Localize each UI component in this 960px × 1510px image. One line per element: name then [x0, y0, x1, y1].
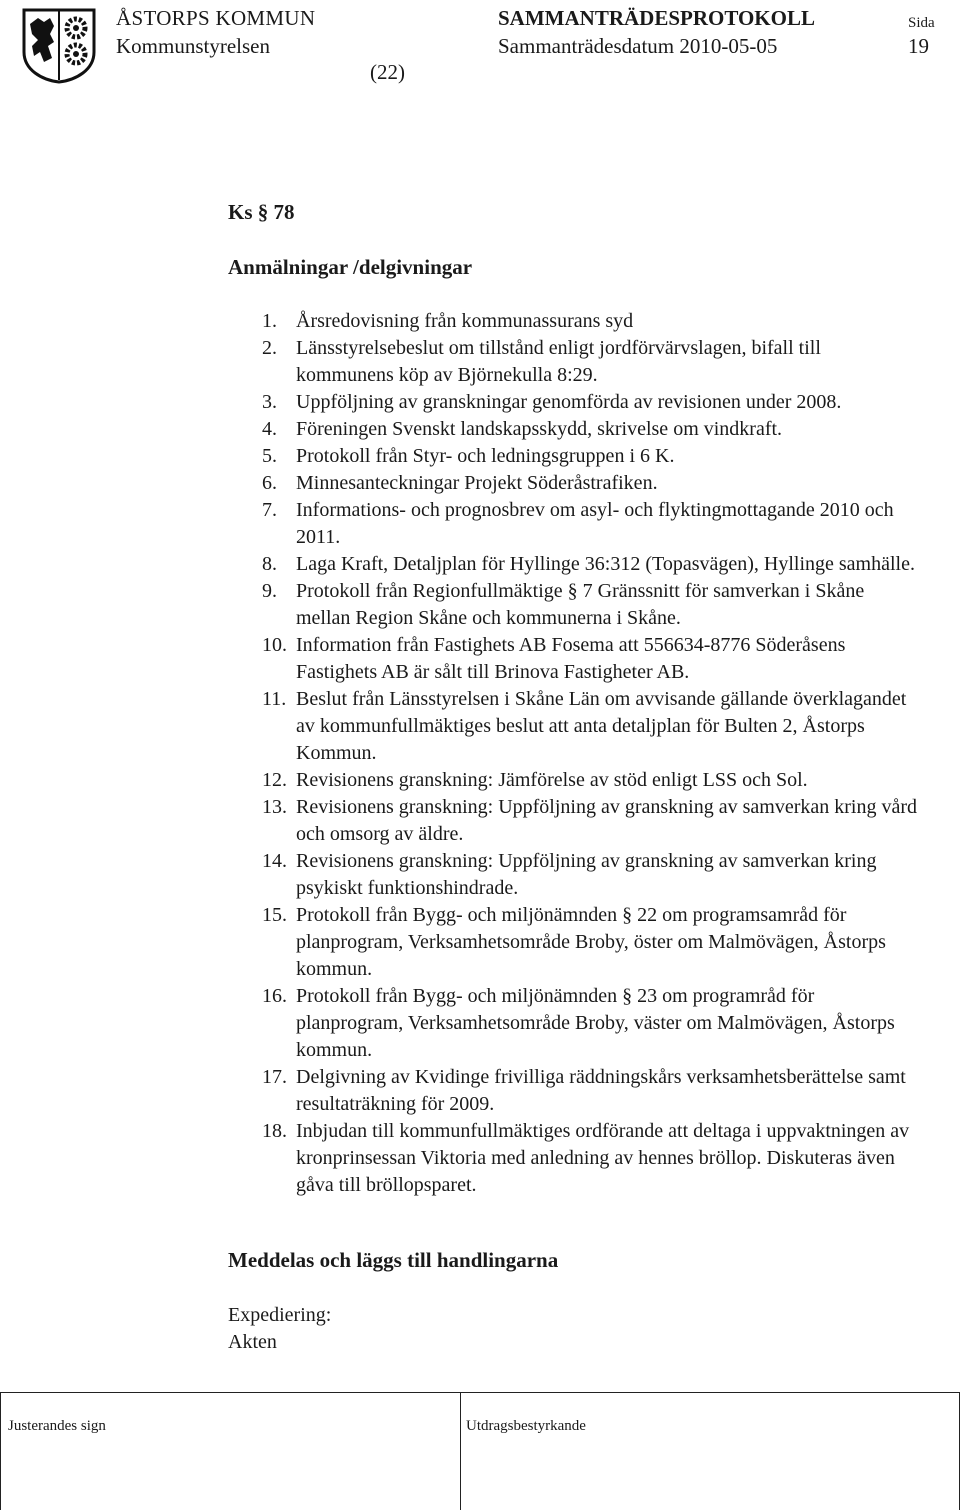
list-item-number: 1.	[262, 310, 277, 332]
list-item-number: 8.	[262, 553, 277, 575]
list-item-text: Protokoll från Styr- och ledningsgruppen i 6 K.	[296, 445, 675, 467]
list-item-number: 10.	[262, 634, 287, 656]
list-item-number: 5.	[262, 445, 277, 467]
list-item-text: Information från Fastighets AB Fosema att 556634-8776 Söderåsens Fastighets AB är sålt till Brinova Fastigheter AB.	[296, 634, 846, 683]
footer-divider	[0, 1392, 960, 1393]
list-item	[0, 1064, 940, 1118]
footer-border-middle	[460, 1392, 461, 1510]
page-number: 19	[908, 34, 929, 58]
list-item-number: 6.	[262, 472, 277, 494]
list-item	[0, 767, 940, 794]
list-item	[0, 497, 940, 551]
section-heading: Anmälningar /delgivningar	[228, 255, 473, 279]
list-item	[0, 308, 940, 335]
list-item-number: 4.	[262, 418, 277, 440]
list-item-text: Beslut från Länsstyrelsen i Skåne Län om avvisande gällande överklagandet av kommunfullmäktiges beslut att anta detaljplan för Bulten 2, Åstorps Kommun.	[296, 688, 907, 764]
list-item	[0, 335, 940, 389]
list-item	[0, 848, 940, 902]
list-item-number: 15.	[262, 904, 287, 926]
list-item-text: Revisionens granskning: Jämförelse av stöd enligt LSS och Sol.	[296, 769, 808, 791]
list-item-text: Minnesanteckningar Projekt Söderåstrafiken.	[296, 472, 658, 494]
justerandes-sign-label: Justerandes sign	[8, 1418, 106, 1434]
list-item-text: Länsstyrelsebeslut om tillstånd enligt jordförvärvslagen, bifall till kommunens köp av Björnekulla 8:29.	[296, 337, 821, 386]
expediering-value: Akten	[228, 1331, 277, 1353]
notification-list	[0, 308, 940, 1199]
list-item-text: Delgivning av Kvidinge frivilliga räddningskårs verksamhetsberättelse samt resultaträkning för 2009.	[296, 1066, 906, 1115]
list-item	[0, 794, 940, 848]
municipal-coat-of-arms-logo	[20, 6, 98, 84]
document-title: SAMMANTRÄDESPROTOKOLL	[498, 6, 815, 30]
list-item-number: 3.	[262, 391, 277, 413]
list-item-text: Informations- och prognosbrev om asyl- och flyktingmottagande 2010 och 2011.	[296, 499, 894, 548]
list-item-number: 13.	[262, 796, 287, 818]
list-item	[0, 1118, 940, 1199]
paragraph-number: (22)	[370, 60, 405, 84]
list-item	[0, 416, 940, 443]
list-item	[0, 902, 940, 983]
list-item	[0, 470, 940, 497]
list-item	[0, 632, 940, 686]
list-item-number: 17.	[262, 1066, 287, 1088]
list-item-text: Revisionens granskning: Uppföljning av granskning av samverkan kring psykiskt funktionshindrade.	[296, 850, 877, 899]
list-item-number: 11.	[262, 688, 287, 710]
list-item-text: Uppföljning av granskningar genomförda av revisionen under 2008.	[296, 391, 842, 413]
expediering-label: Expediering:	[228, 1304, 332, 1326]
list-item-number: 18.	[262, 1120, 287, 1142]
list-item	[0, 389, 940, 416]
list-item	[0, 686, 940, 767]
utdragsbestyrkande-label: Utdragsbestyrkande	[466, 1418, 586, 1434]
list-item-number: 14.	[262, 850, 287, 872]
board-name: Kommunstyrelsen	[116, 34, 270, 58]
footer-border-left	[0, 1392, 1, 1510]
list-item-text: Protokoll från Bygg- och miljönämnden § 22 om programsamråd för planprogram, Verksamhetsområde Broby, öster om Malmövägen, Åstorps kommun.	[296, 904, 886, 980]
list-item-text: Protokoll från Regionfullmäktige § 7 Gränssnitt för samverkan i Skåne mellan Region Skåne och kommunerna i Skåne.	[296, 580, 865, 629]
municipality-name: ÅSTORPS KOMMUN	[116, 6, 316, 30]
list-item-number: 9.	[262, 580, 277, 602]
list-item	[0, 551, 940, 578]
meeting-date: Sammanträdesdatum 2010-05-05	[498, 34, 778, 58]
list-item	[0, 443, 940, 470]
list-item-number: 7.	[262, 499, 277, 521]
list-item-text: Laga Kraft, Detaljplan för Hyllinge 36:312 (Topasvägen), Hyllinge samhälle.	[296, 553, 915, 575]
list-item-text: Föreningen Svenskt landskapsskydd, skrivelse om vindkraft.	[296, 418, 783, 440]
list-item	[0, 578, 940, 632]
case-reference: Ks § 78	[228, 200, 295, 224]
decision-text: Meddelas och läggs till handlingarna	[228, 1248, 559, 1272]
page-label: Sida	[908, 15, 935, 31]
list-item-text: Årsredovisning från kommunassurans syd	[296, 310, 634, 332]
signature-footer	[0, 1392, 960, 1510]
list-item-text: Inbjudan till kommunfullmäktiges ordförande att deltaga i uppvaktningen av kronprinsessan Viktoria med anledning av hennes bröllop. Diskuteras även gåva till bröllopsparet.	[296, 1120, 910, 1196]
list-item-number: 12.	[262, 769, 287, 791]
list-item-number: 2.	[262, 337, 277, 359]
list-item-text: Protokoll från Bygg- och miljönämnden § 23 om programråd för planprogram, Verksamhetsområde Broby, väster om Malmövägen, Åstorps kommun.	[296, 985, 895, 1061]
list-item	[0, 983, 940, 1064]
list-item-number: 16.	[262, 985, 287, 1007]
list-item-text: Revisionens granskning: Uppföljning av granskning av samverkan kring vård och omsorg av äldre.	[296, 796, 917, 845]
